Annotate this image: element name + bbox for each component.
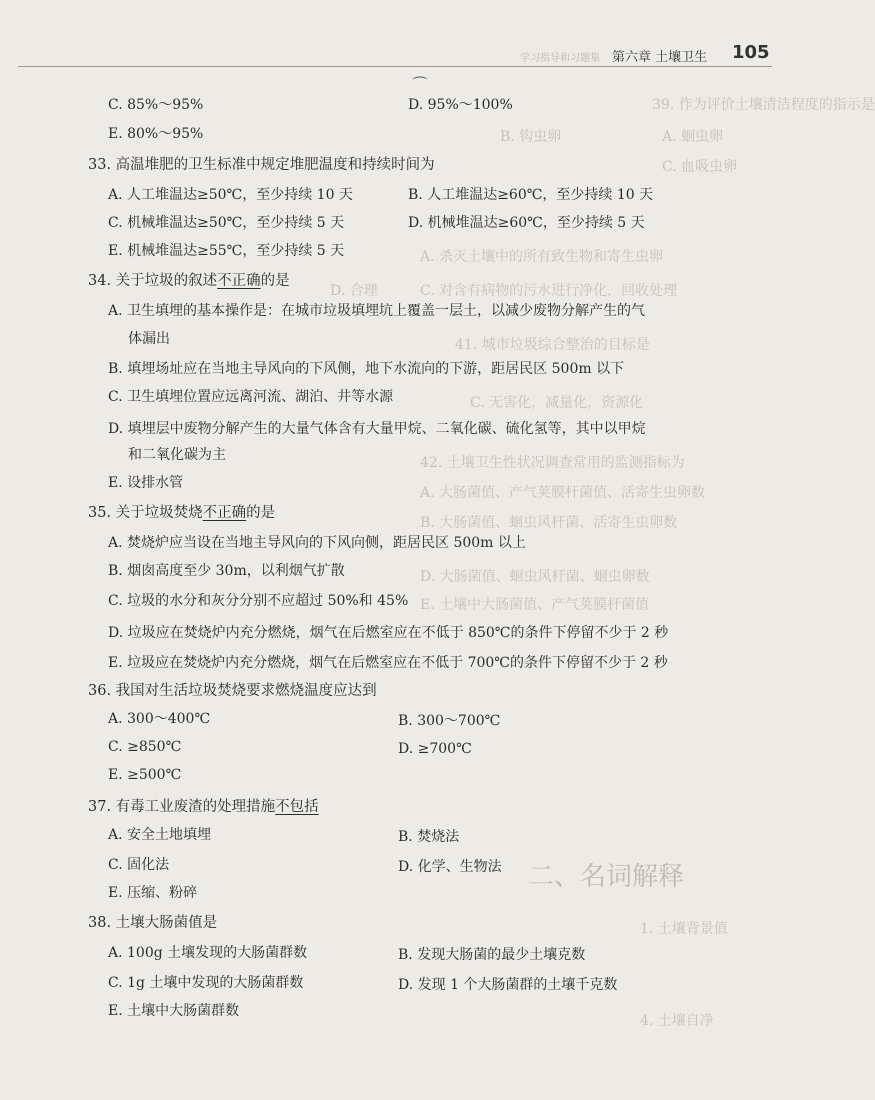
q38-option-e: E. 土壤中大肠菌群数 (108, 1003, 240, 1019)
q34-option-d-cont: 和二氧化碳为主 (128, 447, 226, 463)
header-subtitle: 学习指导和习题集 (520, 53, 600, 64)
bleed-line: 41. 城市垃圾综合整治的目标是 (455, 337, 650, 353)
page-number: 105 (732, 42, 770, 63)
q34-stem-text: 34. 关于垃圾的叙述 (88, 273, 218, 289)
q36-option-b: B. 300～700℃ (398, 713, 501, 729)
q37-stem-text: 37. 有毒工业废渣的处理措施 (88, 799, 276, 815)
q34-option-e: E. 设排水管 (108, 475, 184, 491)
q33-option-e: E. 机械堆温达≥55℃，至少持续 5 天 (108, 243, 345, 259)
q36-option-d: D. ≥700℃ (398, 741, 472, 757)
q33-stem: 33. 高温堆肥的卫生标准中规定堆肥温度和持续时间为 (88, 157, 435, 173)
header-rule (18, 66, 772, 67)
q36-option-e: E. ≥500℃ (108, 767, 182, 783)
q35-stem-text-end: 的是 (246, 505, 276, 521)
q35-stem (88, 504, 275, 522)
q37-option-c: C. 固化法 (108, 857, 170, 873)
bleed-line: D. 大肠菌值、蛔虫风杆菌、蛔虫卵数 (420, 569, 650, 585)
q36-stem: 36. 我国对生活垃圾焚烧要求燃烧温度应达到 (88, 683, 377, 699)
bleed-line: C. 无害化，减量化，资源化 (470, 395, 644, 411)
bleed-line: 42. 土壤卫生性状况调查常用的监测指标为 (420, 455, 685, 471)
q38-option-d: D. 发现 1 个大肠菌群的土壤千克数 (398, 977, 618, 993)
q35-stem-keyword: 不正确 (202, 505, 247, 521)
q37-stem (88, 798, 319, 816)
q38-option-a: A. 100g 土壤发现的大肠菌群数 (108, 945, 308, 961)
bleed-line: E. 土壤中大肠菌值、产气荚膜杆菌值 (420, 597, 650, 613)
chapter-title: 第六章 土壤卫生 (612, 50, 708, 65)
q38-stem: 38. 土壤大肠菌值是 (88, 915, 218, 931)
q37-option-a: A. 安全土地填埋 (108, 827, 212, 843)
bleed-line: A. 杀灭土壤中的所有致生物和寄生虫卵 (420, 249, 664, 265)
bleed-line: 4. 土壤自净 (640, 1013, 714, 1029)
q35-option-e: E. 垃圾应在焚烧炉内充分燃烧，烟气在后燃室应在不低于 700℃的条件下停留不少于 2 秒 (108, 655, 668, 671)
running-header (520, 44, 770, 66)
q34-option-a-cont: 体漏出 (128, 331, 170, 347)
q32-option-e: E. 80%～95% (108, 126, 204, 142)
q38-option-b: B. 发现大肠菌的最少土壤克数 (398, 947, 586, 963)
q35-option-c: C. 垃圾的水分和灰分分别不应超过 50%和 45% (108, 593, 409, 609)
q34-option-c: C. 卫生填埋位置应远离河流、湖泊、井等水源 (108, 389, 394, 405)
q35-stem-text: 35. 关于垃圾焚烧 (88, 505, 203, 521)
q34-option-d: D. 填埋层中废物分解产生的大量气体含有大量甲烷、二氧化碳、硫化氢等，其中以甲烷 (108, 421, 646, 437)
q34-stem-text-end: 的是 (260, 273, 290, 289)
q35-option-d: D. 垃圾应在焚烧炉内充分燃烧，烟气在后燃室应在不低于 850℃的条件下停留不少于 2 秒 (108, 625, 669, 641)
q34-option-a: A. 卫生填埋的基本操作是：在城市垃圾填埋坑上覆盖一层土，以减少废物分解产生的气 (108, 303, 646, 319)
q37-option-b: B. 焚烧法 (398, 829, 460, 845)
q37-option-d: D. 化学、生物法 (398, 859, 502, 875)
bleed-line: C. 对含有病物的污水进行净化，回收处理 (420, 283, 678, 299)
q33-option-a: A. 人工堆温达≥50℃，至少持续 10 天 (108, 187, 353, 203)
q35-option-a: A. 焚烧炉应当设在当地主导风向的下风向侧，距居民区 500m 以上 (108, 535, 526, 551)
q32-option-d: D. 95%～100% (408, 97, 513, 113)
q36-option-c: C. ≥850℃ (108, 739, 182, 755)
q32-option-c: C. 85%～95% (108, 97, 204, 113)
q33-option-d: D. 机械堆温达≥60℃，至少持续 5 天 (408, 215, 645, 231)
bleed-line: B. 钩虫卵 (500, 129, 562, 145)
q38-option-c: C. 1g 土壤中发现的大肠菌群数 (108, 975, 304, 991)
q33-option-c: C. 机械堆温达≥50℃，至少持续 5 天 (108, 215, 345, 231)
q33-option-b: B. 人工堆温达≥60℃，至少持续 10 天 (408, 187, 654, 203)
bleed-line: C. 血吸虫卵 (662, 159, 738, 175)
bleed-line: B. 大肠菌值、蛔虫风杆菌、活寄生虫卵数 (420, 515, 678, 531)
bleed-line: 39. 作为评价土壤清洁程度的指示是 (652, 97, 875, 113)
bleed-line: A. 蛔虫卵 (662, 129, 724, 145)
pen-mark: ⌒ (412, 75, 429, 94)
q34-stem-keyword: 不正确 (217, 273, 261, 289)
q37-stem-keyword: 不包括 (275, 799, 319, 815)
bleed-heading: 二、名词解释 (528, 862, 685, 892)
q36-option-a: A. 300～400℃ (108, 711, 211, 727)
q35-option-b: B. 烟囱高度至少 30m，以利烟气扩散 (108, 563, 345, 579)
bleed-line: D. 合理 (330, 283, 378, 299)
q37-option-e: E. 压缩、粉碎 (108, 885, 198, 901)
bleed-line: 1. 土壤背景值 (640, 921, 728, 937)
q34-stem (88, 272, 290, 290)
q34-option-b: B. 填埋场址应在当地主导风向的下风侧，地下水流向的下游，距居民区 500m 以下 (108, 361, 625, 377)
bleed-line: A. 大肠菌值、产气荚膜杆菌值、活寄生虫卵数 (420, 485, 706, 501)
